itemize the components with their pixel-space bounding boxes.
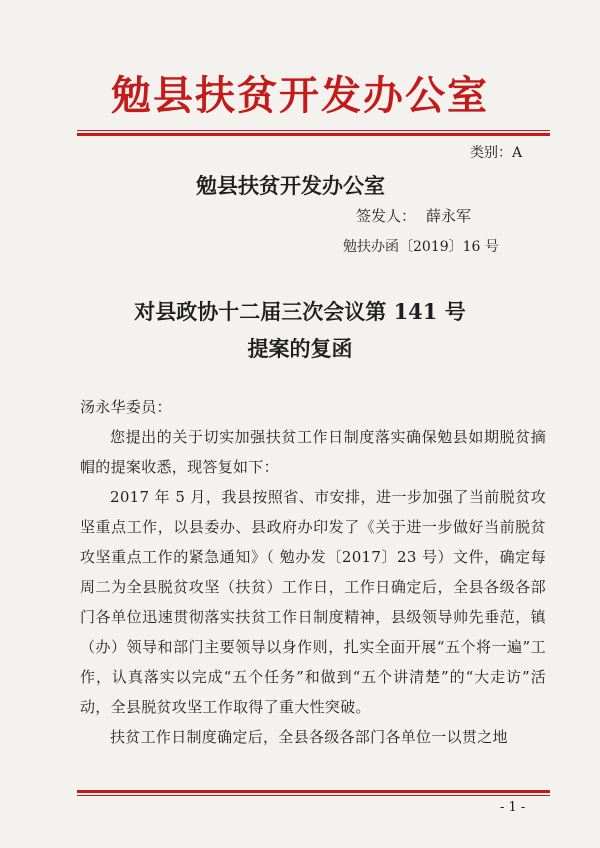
- issuing-office: 勉县扶贫开发办公室: [196, 173, 385, 198]
- salutation: 汤永华委员：: [80, 398, 172, 416]
- document-title-line-2: 提案的复函: [247, 336, 353, 361]
- signer-name: 薛永军: [426, 207, 472, 225]
- signer-label: 签发人：: [356, 207, 417, 225]
- body-paragraph-3: 扶贫工作日制度确定后，全县各级各部门各单位一以贯之地: [110, 728, 508, 746]
- red-footer-rule: [77, 790, 550, 793]
- signer-line: [356, 205, 471, 226]
- document-title-line-1: 对县政协十二届三次会议第 141 号: [134, 299, 466, 324]
- document-number: 勉扶办函〔2019〕16 号: [343, 239, 499, 255]
- body-paragraph-2: 2017 年 5 月，我县按照省、市安排，进一步加强了当前脱贫攻坚重点工作，以县委办、县政府办印发了《关于进一步做好当前脱贫攻坚重点工作的紧急通知》（ 勉办发〔2017〕23 号）文件，确定每周二为全县脱贫攻坚（扶贫）工作日，工作日确定后，全县各级各部门各单位迅速贯彻落实扶贫工作日制度精神，县级领导帅先垂范，镇（办）领导和部门主要领导以身作则，扎实全面开展“五个将一遍”工作，认真落实以完成“五个任务”和做到“五个讲清楚”的“大走访”活动，全县脱贫攻坚工作取得了重大性突破。: [80, 488, 546, 716]
- category-label: 类别：A: [470, 145, 523, 161]
- letter-body: [80, 392, 546, 752]
- masthead: 勉县扶贫开发办公室: [111, 72, 489, 119]
- body-paragraph-1: 您提出的关于切实加强扶贫工作日制度落实确保勉县如期脱贫摘帽的提案收悉，现答复如下：: [80, 428, 546, 476]
- red-header-rule: [77, 130, 550, 131]
- page-number: - 1 -: [500, 800, 526, 815]
